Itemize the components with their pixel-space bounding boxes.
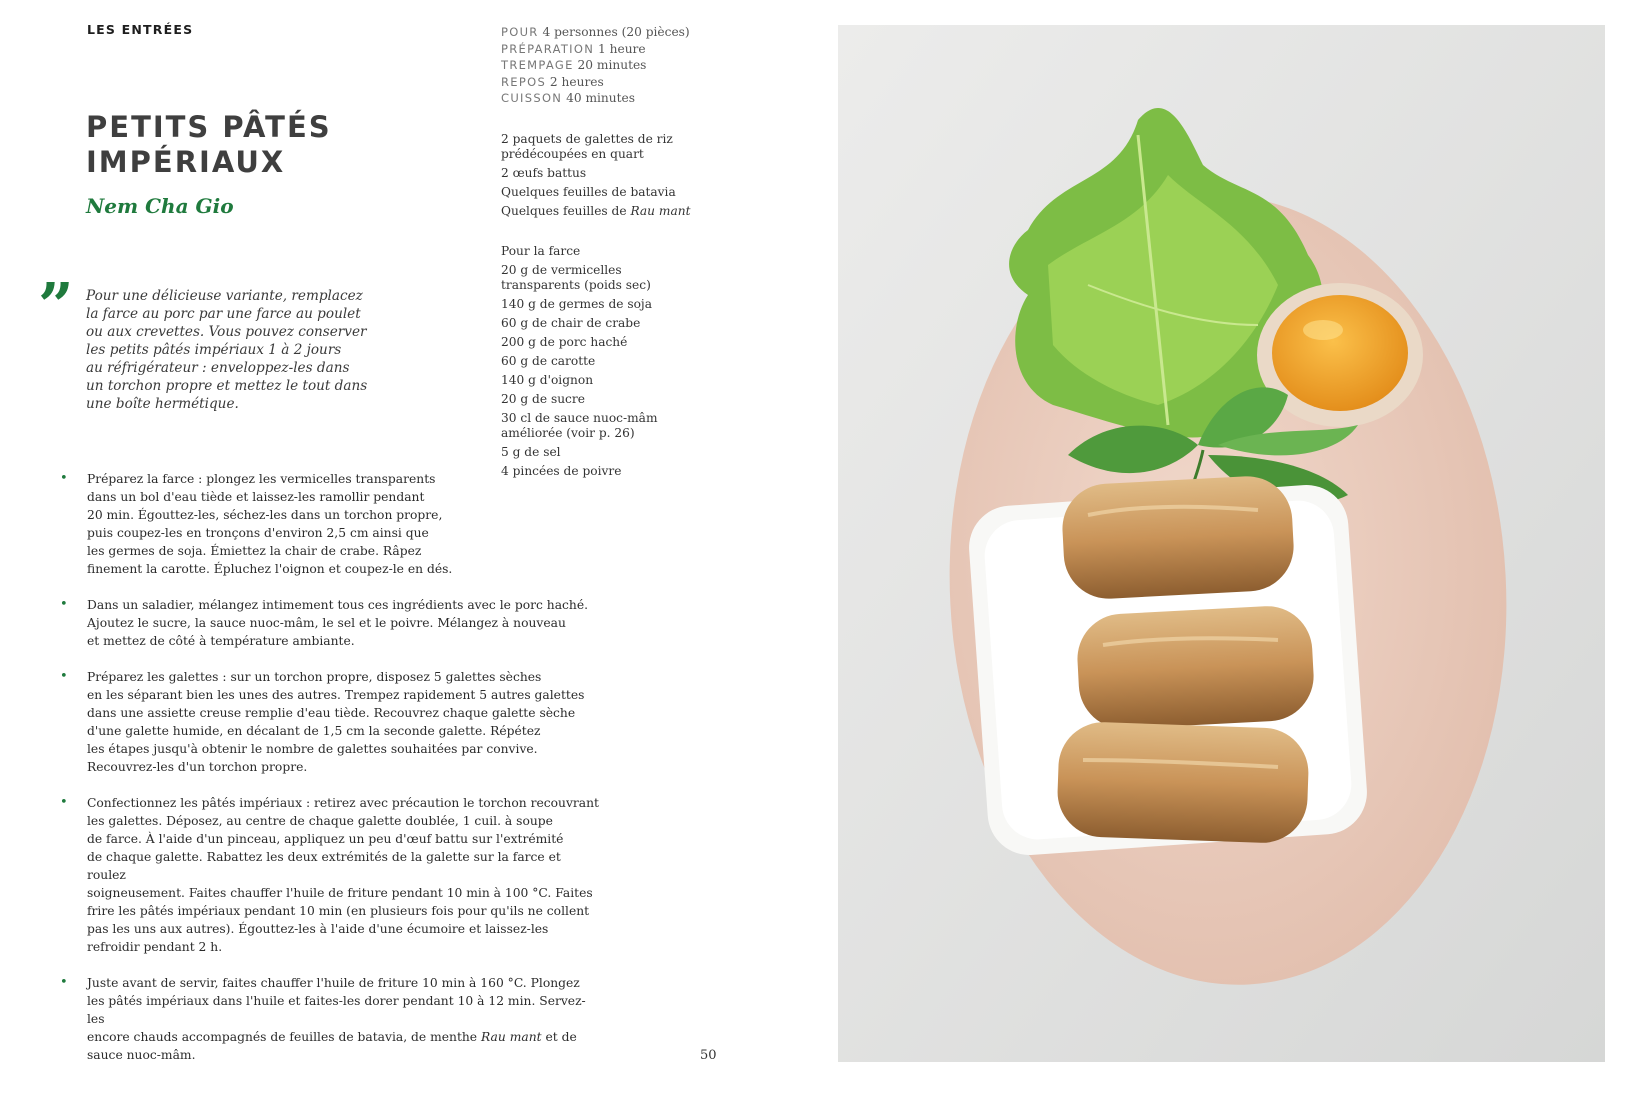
step-text: Confectionnez les pâtés impériaux : retirez avec précaution le torchon recouvrant les galettes. Déposez, au centre de chaque galette doublée, 1 cuil. à soupe de farce. À l'aide d'un pinceau, appliquez un peu d'œuf battu sur l'extrémité de chaque galette. Rabattez les deux extrémités de la galette sur la farce et roulez soigneusement. Faites chauffer l'huile de friture pendant 10 min à 100 °C. Faites frire les pâtés impériaux pendant 10 min (en plusieurs fois pour qu'ils ne collent pas les uns aux autres). Égouttez-les à l'aide d'une écumoire et laissez-les refroidir pendant 2 h. xyxy=(87,796,599,954)
ingredient-item: Quelques feuilles de batavia xyxy=(501,185,676,199)
ingredient-item: 2 œufs battus xyxy=(501,166,587,180)
recipe-title-line-2: IMPÉRIAUX xyxy=(86,145,286,179)
bullet-icon: • xyxy=(60,471,68,486)
ingredient-item: 200 g de porc haché xyxy=(501,335,628,349)
recipe-subtitle: Nem Cha Gio xyxy=(86,194,234,218)
instruction-step xyxy=(60,596,600,650)
timing-value: 20 minutes xyxy=(577,58,647,72)
tip-quote: Pour une délicieuse variante, remplacez la farce au porc par une farce au poulet ou aux crevettes. Vous pouvez conserver les petits pâtés impériaux 1 à 2 jours au réfrigérateur : enveloppez-les dans un torchon propre et mettez le tout dans une boîte hermétique. xyxy=(86,288,368,412)
step-text: Dans un saladier, mélangez intimement tous ces ingrédients avec le porc haché. Ajoutez le sucre, la sauce nuoc-mâm, le sel et le poivre. Mélangez à nouveau et mettez de côté à température ambiante. xyxy=(87,598,589,648)
timing-value: 4 personnes (20 pièces) xyxy=(542,25,690,39)
timing-value: 2 heures xyxy=(549,74,604,89)
ingredient-list-farce xyxy=(501,244,658,483)
section-label: LES ENTRÉES xyxy=(87,22,194,37)
timing-item xyxy=(501,90,690,107)
bullet-icon: • xyxy=(60,669,68,684)
timing-item xyxy=(501,74,690,91)
timing-label: REPOS xyxy=(501,74,547,89)
timing-item xyxy=(501,24,690,41)
instruction-step xyxy=(60,974,600,1064)
ingredient-item xyxy=(501,204,690,219)
ingredient-item: 60 g de chair de crabe xyxy=(501,316,641,330)
step-text: Préparez la farce : plongez les vermicelles transparents dans un bol d'eau tiède et laissez-les ramollir pendant 20 min. Égouttez-les, séchez-les dans un torchon propre, puis coupez-les en tronçons d'environ 2,5 cm ainsi que les germes de soja. Émiettez la chair de crabe. Râpez finement la carotte. Épluchez l'oignon et coupez-le en dés. xyxy=(87,472,453,576)
timing-value: 40 minutes xyxy=(566,91,635,105)
spring-rolls xyxy=(1056,474,1316,844)
ingredient-item: 20 g de sucre xyxy=(501,392,585,406)
step-text: Préparez les galettes : sur un torchon propre, disposez 5 galettes sèches en les séparant bien les unes des autres. Trempez rapidement 5 autres galettes dans une assiette creuse remplie d'eau tiède. Recouvrez chaque galette sèche d'une galette humide, en décalant de 1,5 cm la seconde galette. Répétez les étapes jusqu'à obtenir le nombre de galettes souhaitées par convive. Recouvrez-les d'un torchon propre. xyxy=(87,670,585,774)
page-number: 50 xyxy=(700,1048,717,1063)
timing-label: TREMPAGE xyxy=(501,58,574,72)
ingredient-item: 20 g de vermicelles transparents (poids sec) xyxy=(501,263,651,292)
bullet-icon: • xyxy=(60,975,68,990)
ingredient-item: 140 g de germes de soja xyxy=(501,297,652,311)
ingredient-item: 5 g de sel xyxy=(501,445,561,459)
timing-label: CUISSON xyxy=(501,91,563,105)
recipe-photo xyxy=(838,25,1605,1062)
step-text: Juste avant de servir, faites chauffer l'huile de friture 10 min à 160 °C. Plongez les pâtés impériaux dans l'huile et faites-les dorer pendant 10 à 12 min. Servez-les encore chauds accompagnés de feuilles de batavia, de menthe xyxy=(87,976,586,1044)
timing-label: POUR xyxy=(501,25,539,39)
quote-mark-icon: ” xyxy=(38,269,74,342)
ingredient-item: 140 g d'oignon xyxy=(501,373,594,387)
instruction-steps xyxy=(60,470,600,1082)
ingredient-text: Quelques feuilles de xyxy=(501,204,631,218)
recipe-title-line-1: PETITS PÂTÉS xyxy=(86,110,332,144)
recipe-title xyxy=(86,110,466,180)
ingredient-item: 30 cl de sauce nuoc-mâm améliorée (voir p. 26) xyxy=(501,411,658,440)
farce-heading: Pour la farce xyxy=(501,244,581,258)
spring-rolls-illustration xyxy=(838,25,1605,1062)
instruction-step xyxy=(60,470,600,578)
ingredient-item: 60 g de carotte xyxy=(501,354,596,368)
timing-value: 1 heure xyxy=(598,41,646,56)
instruction-step xyxy=(60,668,600,776)
ingredient-item: 2 paquets de galettes de riz prédécoupées en quart xyxy=(501,132,673,161)
timing-list xyxy=(501,24,690,107)
timing-item xyxy=(501,41,690,58)
timing-item xyxy=(501,57,690,74)
bullet-icon: • xyxy=(60,597,68,612)
step-text-end: et de sauce nuoc-mâm. xyxy=(87,1030,577,1062)
ingredient-herb-name: Rau mant xyxy=(630,204,691,218)
ingredient-list-main xyxy=(501,132,690,223)
instruction-step xyxy=(60,794,600,956)
step-herb-name: Rau mant xyxy=(481,1030,542,1044)
ingredient-item: 4 pincées de poivre xyxy=(501,464,622,478)
bullet-icon: • xyxy=(60,795,68,810)
timing-label: PRÉPARATION xyxy=(501,41,595,56)
